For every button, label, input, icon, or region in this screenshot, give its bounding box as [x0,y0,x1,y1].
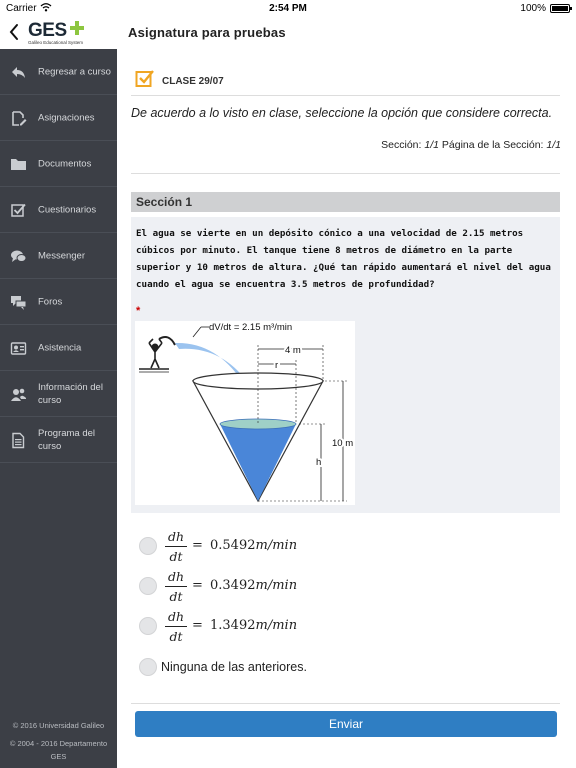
battery-percent: 100% [520,3,546,14]
cone-diagram-svg [135,321,355,505]
fraction-denominator: dt [169,549,183,564]
equals-sign: = [192,618,203,633]
divider [131,95,560,96]
folder-icon [10,156,27,173]
derivative-fraction [165,609,187,644]
back-chevron-icon[interactable] [8,22,24,44]
fraction-numerator: dh [165,569,187,587]
sidebar-item-course-program[interactable] [0,417,117,463]
answer-number: 0.5492 [210,538,256,553]
carrier-label: Carrier [6,3,37,14]
answer-unit: m/min [255,618,298,633]
submit-button[interactable]: Enviar [135,711,557,737]
sidebar-item-assignments[interactable] [0,95,117,141]
radio-button[interactable] [139,577,157,595]
copyright-line: GES [50,752,67,761]
forum-icon [10,294,27,311]
fraction-numerator: dh [165,529,187,547]
fraction-denominator: dt [169,629,183,644]
equals-sign: = [192,538,203,553]
radio-button[interactable] [139,658,157,676]
attendance-icon [10,340,27,357]
answer-number: 1.3492 [210,618,256,633]
section-value: 1/1 [424,139,439,151]
answer-unit: m/min [255,578,298,593]
sidebar-item-label: Asignaciones [38,112,95,123]
derivative-fraction [165,529,187,564]
logo-text: GES [28,20,67,41]
sidebar-item-label: Messenger [38,250,85,261]
derivative-fraction [165,569,187,604]
height-label: 10 m [332,438,354,449]
users-icon [10,386,27,403]
radio-button[interactable] [139,537,157,555]
sidebar [0,49,117,768]
sidebar-item-label: Foros [38,296,63,307]
sidebar-copyright [0,720,117,762]
sidebar-item-label: Regresar a curso [38,66,111,77]
sidebar-item-label: Información del curso [38,381,103,406]
back-arrow-icon [10,64,27,81]
sidebar-item-label: Programa del curso [38,427,96,452]
cone-tank-diagram [135,321,355,505]
class-label: CLASE 29/07 [162,76,224,87]
answer-option-none[interactable] [139,650,439,684]
section-header [131,192,560,212]
answer-number: 0.3492 [210,578,256,593]
page-title: Asignatura para pruebas [128,25,286,40]
divider [131,173,560,174]
chat-bubbles-icon [10,248,27,265]
edit-document-icon [10,110,27,127]
copyright-line: © 2016 Universidad Galileo [12,721,105,730]
answer-value [210,538,297,553]
diameter-label: 4 m [285,345,301,356]
section-pagination [381,139,561,151]
answer-option[interactable] [139,529,439,563]
sidebar-item-messenger[interactable] [0,233,117,279]
rate-label: dV/dt = 2.15 m³/min [209,322,293,333]
answer-value [210,618,297,633]
section-title: Sección 1 [136,195,193,209]
quiz-instructions: De acuerdo a lo visto en clase, seleccione la opción que considere correcta. [131,106,553,120]
battery-icon [550,4,570,13]
sidebar-item-course-info[interactable] [0,371,117,417]
answer-text: Ninguna de las anteriores. [161,660,307,674]
sidebar-item-attendance[interactable] [0,325,117,371]
radio-button[interactable] [139,617,157,635]
quiz-content [117,49,576,768]
ges-logo [26,20,92,48]
divider [131,703,560,704]
equals-sign: = [192,578,203,593]
answer-value [210,578,297,593]
section-label: Sección: [381,139,422,151]
checkbox-icon [10,202,27,219]
answer-option[interactable] [139,569,439,603]
page-label: Página de la Sección: [441,139,544,151]
question-card [131,217,560,513]
answer-option[interactable] [139,609,439,643]
fraction-denominator: dt [169,589,183,604]
page-value: 1/1 [546,139,561,151]
navigation-bar [0,18,576,49]
required-marker: * [136,305,141,317]
sidebar-item-forums[interactable] [0,279,117,325]
checklist-icon [135,69,155,89]
clock: 2:54 PM [269,3,307,14]
answer-unit: m/min [255,538,298,553]
sidebar-item-label: Cuestionarios [38,204,97,215]
sidebar-item-back-to-course[interactable] [0,49,117,95]
sidebar-item-documents[interactable] [0,141,117,187]
logo-subtitle: Galileo Educational System [28,40,84,45]
sidebar-item-quizzes[interactable] [0,187,117,233]
sidebar-item-label: Asistencia [38,342,82,353]
radius-label: r [275,360,279,371]
document-icon [10,432,27,449]
logo-plus-icon [70,21,84,35]
water-height-label: h [316,457,322,468]
person-figure [139,339,169,372]
fraction-numerator: dh [165,609,187,627]
status-bar [0,0,576,18]
sidebar-item-label: Documentos [38,158,92,169]
question-text: El agua se vierte en un depósito cónico a una velocidad de 2.15 metros cúbicos por minuto. El tanque tiene 8 metros de diámetro en la parte superior y 10 metros de altura. ¿Qué tan rápido aumentará el nivel del agua cuando el agua se encuentra 3.5 metros de profundidad? [136,228,551,290]
water-body [220,424,296,501]
copyright-line: © 2004 - 2016 Departamento [9,739,108,748]
